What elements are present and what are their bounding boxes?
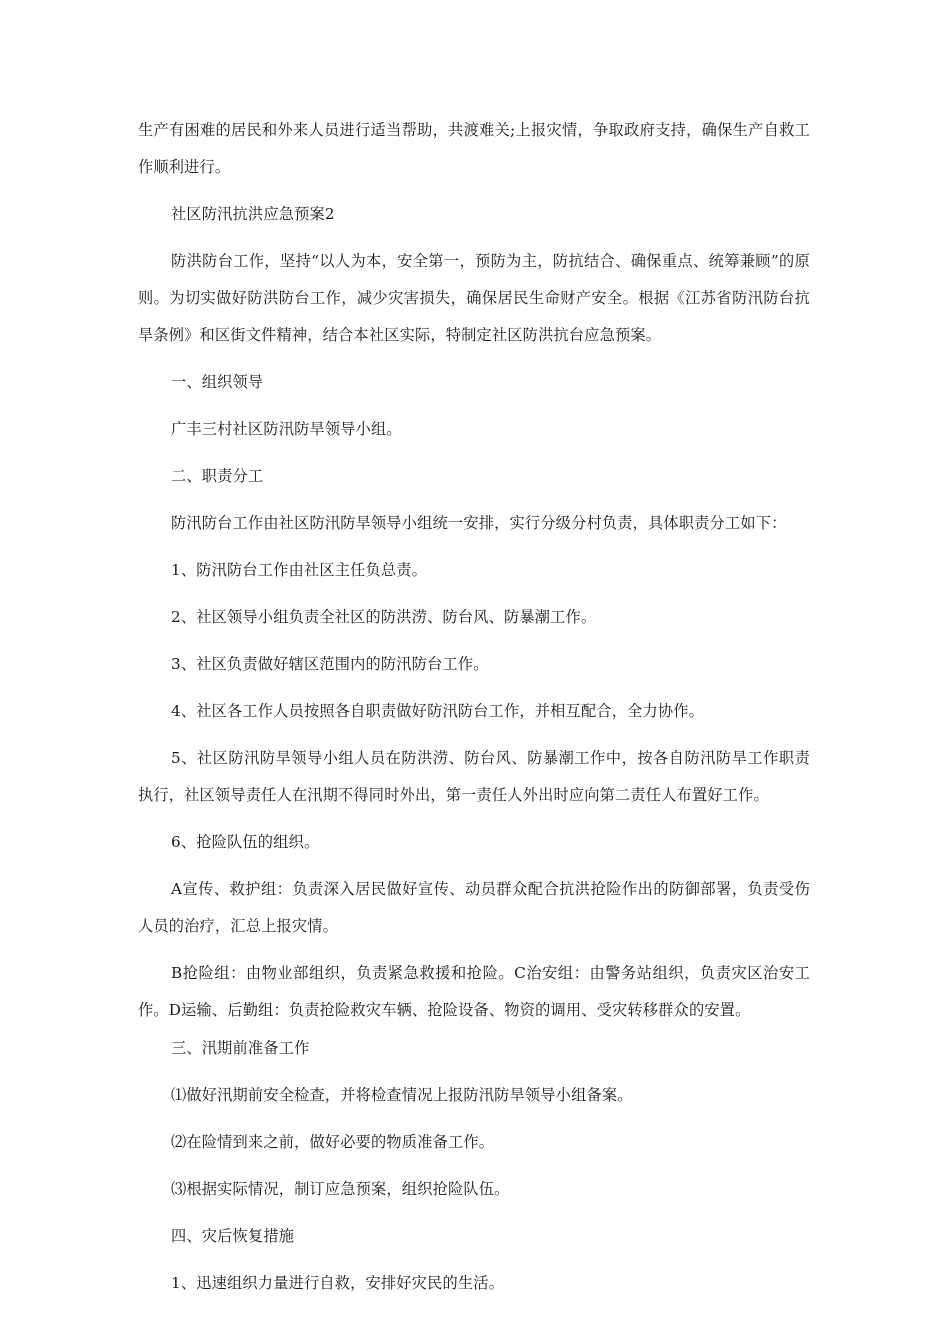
section-heading: 二、职责分工 (171, 467, 264, 485)
paragraph: 生产有困难的居民和外来人员进行适当帮助，共渡难关;上报灾情，争取政府支持，确保生产自救工作顺利进行。 (138, 121, 810, 176)
section-heading: 三、汛期前准备工作 (171, 1039, 310, 1057)
list-item: ⑴做好汛期前安全检查，并将检查情况上报防汛防旱领导小组备案。 (171, 1086, 633, 1104)
list-item: 2、社区领导小组负责全社区的防洪涝、防台风、防暴潮工作。 (171, 608, 597, 626)
paragraph: A宣传、救护组：负责深入居民做好宣传、动员群众配合抗洪抢险作出的防御部署，负责受伤人员的治疗，汇总上报灾情。 (138, 880, 810, 935)
list-item: 1、防汛防台工作由社区主任负总责。 (171, 561, 428, 579)
section-title: 社区防汛抗洪应急预案2 (171, 205, 335, 223)
paragraph: 防洪防台工作，坚持“以人为本，安全第一，预防为主，防抗结合、确保重点、统筹兼顾”的原则。为切实做好防洪防台工作，减少灾害损失，确保居民生命财产安全。根据《江苏省防汛防台抗旱条例》和区街文件精神，结合本社区实际，特制定社区防洪抗台应急预案。 (138, 252, 810, 344)
list-item: 1、迅速组织力量进行自救，安排好灾民的生活。 (171, 1274, 505, 1292)
list-item: 3、社区负责做好辖区范围内的防汛防台工作。 (171, 655, 489, 673)
paragraph: 广丰三村社区防汛防旱领导小组。 (171, 420, 402, 438)
paragraph: 防汛防台工作由社区防汛防旱领导小组统一安排，实行分级分村负责，具体职责分工如下： (171, 514, 787, 532)
section-heading: 一、组织领导 (171, 373, 264, 391)
list-item: ⑵在险情到来之前，做好必要的物质准备工作。 (171, 1133, 495, 1151)
document-page (138, 112, 810, 1302)
paragraph: B抢险组：由物业部组织，负责紧急救援和抢险。C治安组：由警务站组织，负责灾区治安工作。D运输、后勤组：负责抢险救灾车辆、抢险设备、物资的调用、受灾转移群众的安置。 (138, 964, 810, 1019)
list-item: ⑶根据实际情况，制订应急预案，组织抢险队伍。 (171, 1180, 510, 1198)
list-item: 5、社区防汛防旱领导小组人员在防洪涝、防台风、防暴潮工作中，按各自防汛防旱工作职责执行，社区领导责任人在汛期不得同时外出，第一责任人外出时应向第二责任人布置好工作。 (138, 749, 810, 804)
list-item: 4、社区各工作人员按照各自职责做好防汛防台工作，并相互配合，全力协作。 (171, 702, 705, 720)
section-heading: 四、灾后恢复措施 (171, 1227, 295, 1245)
list-item: 6、抢险队伍的组织。 (171, 833, 320, 851)
